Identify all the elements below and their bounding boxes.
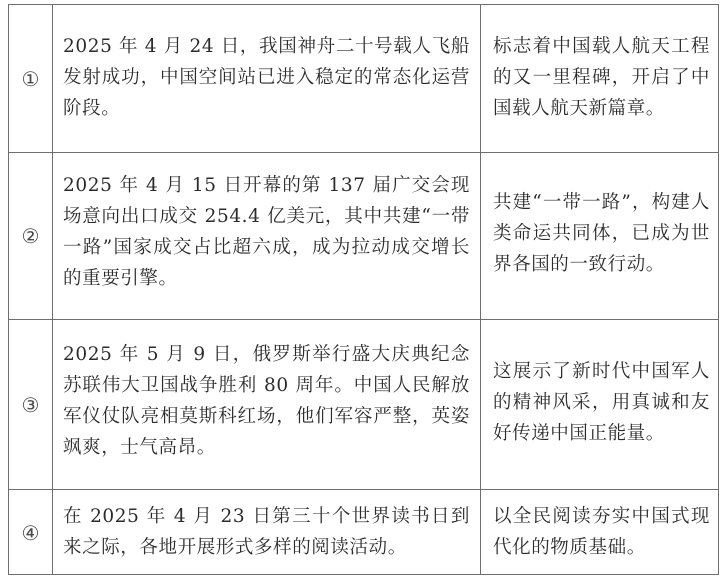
event-text: 在 2025 年 4 月 23 日第三十个世界读书日到来之际，各地开展形式多样的阅读活动。 <box>63 506 470 558</box>
row-number: ④ <box>9 490 53 575</box>
table-row <box>9 5 718 153</box>
row-number: ① <box>9 5 53 152</box>
comparison-table <box>8 4 719 575</box>
row-number: ③ <box>9 320 53 489</box>
meaning-text: 共建“一带一路”，构建人类命运共同体，已成为世界各国的一致行动。 <box>493 192 710 275</box>
meaning-cell <box>481 490 718 575</box>
event-text: 2025 年 4 月 24 日，我国神舟二十号载人飞船发射成功，中国空间站已进入稳定的常态化运营阶段。 <box>63 36 470 119</box>
meaning-cell <box>481 320 718 489</box>
table-row <box>9 320 718 490</box>
table-row <box>9 490 718 575</box>
meaning-text: 标志着中国载人航天工程的又一里程碑，开启了中国载人航天新篇章。 <box>493 36 710 119</box>
meaning-cell <box>481 5 718 152</box>
event-cell <box>53 153 481 319</box>
meaning-text: 以全民阅读夯实中国式现代化的物质基础。 <box>493 506 710 558</box>
meaning-cell <box>481 153 718 319</box>
event-text: 2025 年 4 月 15 日开幕的第 137 届广交会现场意向出口成交 254.4 亿美元，其中共建“一带一路”国家成交占比超六成，成为拉动成交增长的重要引擎。 <box>63 175 470 289</box>
event-cell <box>53 320 481 489</box>
table-row <box>9 153 718 320</box>
meaning-text: 这展示了新时代中国军人的精神风采，用真诚和友好传递中国正能量。 <box>493 361 710 444</box>
event-cell <box>53 5 481 152</box>
event-text: 2025 年 5 月 9 日，俄罗斯举行盛大庆典纪念苏联伟大卫国战争胜利 80 周年。中国人民解放军仪仗队亮相莫斯科红场，他们军容严整，英姿飒爽，士气高昂。 <box>63 344 470 458</box>
row-number: ② <box>9 153 53 319</box>
event-cell <box>53 490 481 575</box>
